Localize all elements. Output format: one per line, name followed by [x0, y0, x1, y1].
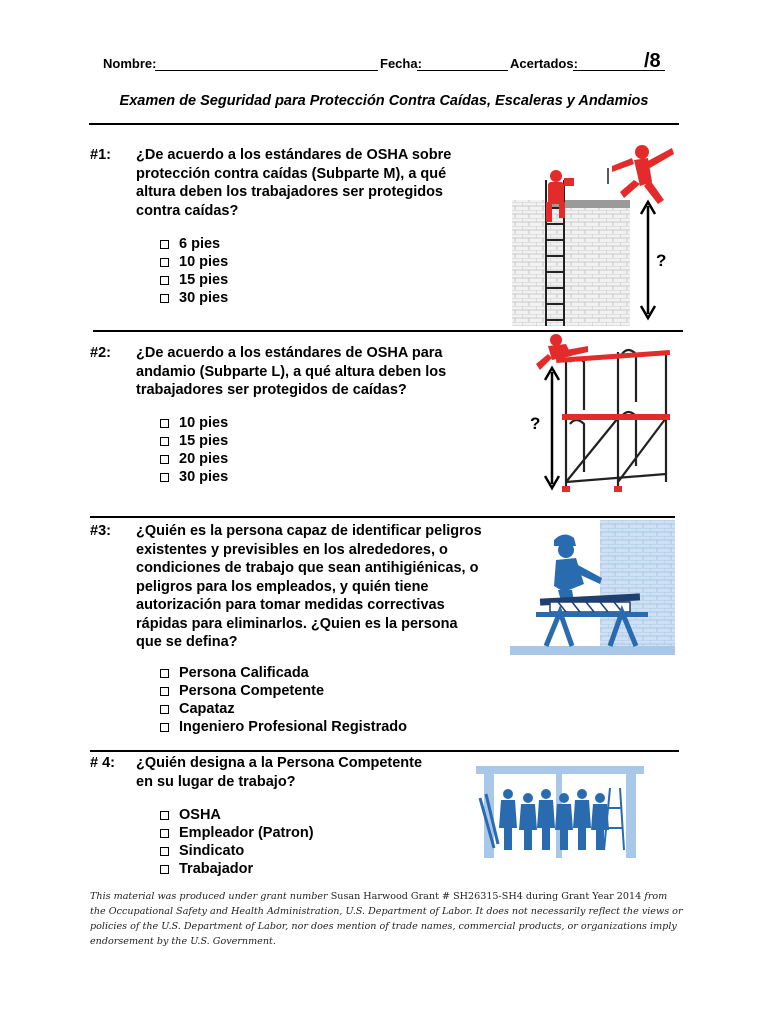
checkbox-icon[interactable]	[160, 847, 169, 856]
grant-disclaimer	[90, 889, 684, 949]
checkbox-icon[interactable]	[160, 455, 169, 464]
options-list	[160, 806, 314, 878]
figure-question-mark: ?	[530, 414, 541, 433]
checkbox-icon[interactable]	[160, 240, 169, 249]
checkbox-icon[interactable]	[160, 473, 169, 482]
option-item[interactable]	[160, 682, 407, 700]
option-label: 15 pies	[179, 272, 229, 288]
question-line: trabajadores ser protegidos de caídas?	[136, 382, 407, 398]
checkbox-icon[interactable]	[160, 276, 169, 285]
option-item[interactable]	[160, 235, 228, 253]
question-text	[136, 754, 466, 791]
name-label: Nombre:	[103, 56, 157, 71]
date-label: Fecha:	[380, 56, 422, 71]
options-list	[160, 235, 228, 307]
question-line: altura deben los trabajadores ser protegidos	[136, 184, 443, 200]
question-line: en su lugar de trabajo?	[136, 773, 296, 790]
question-line: contra caídas?	[136, 202, 239, 219]
option-label: Capataz	[179, 701, 235, 717]
fall-hazard-ladder-illustration	[508, 138, 678, 328]
option-label: 30 pies	[179, 469, 229, 485]
option-label: Empleador (Patron)	[179, 825, 314, 841]
checkbox-icon[interactable]	[160, 811, 169, 820]
option-label: 10 pies	[179, 254, 229, 270]
question-line: que se defina?	[136, 634, 238, 650]
checkbox-icon[interactable]	[160, 258, 169, 267]
question-line: ¿De acuerdo a los estándares de OSHA para	[136, 345, 443, 361]
options-list	[160, 664, 407, 736]
checkbox-icon[interactable]	[160, 294, 169, 303]
question-text	[136, 344, 496, 400]
question-line: ¿Quién designa a la Persona Competente	[136, 755, 423, 771]
option-label: 15 pies	[179, 433, 229, 449]
checkbox-icon[interactable]	[160, 669, 169, 678]
page-title: Examen de Seguridad para Protección Contra Caídas, Escaleras y Andamios	[119, 93, 649, 109]
option-item[interactable]	[160, 860, 314, 878]
scaffold-fall-illustration	[526, 332, 676, 497]
figure-question-mark: ?	[656, 251, 667, 270]
divider	[89, 123, 679, 125]
question-line: protección contra caídas (Subparte M), a qué	[136, 165, 447, 182]
checkbox-icon[interactable]	[160, 705, 169, 714]
option-item[interactable]	[160, 806, 314, 824]
score-total: /8	[644, 50, 661, 72]
option-item[interactable]	[160, 842, 314, 860]
question-number: #3:	[90, 523, 111, 539]
option-label: 30 pies	[179, 290, 229, 306]
option-item[interactable]	[160, 289, 228, 307]
question-line: existentes y previsibles en los alrededores, o	[136, 541, 448, 558]
question-line: andamio (Subparte L), a qué altura deben los	[136, 363, 447, 380]
checkbox-icon[interactable]	[160, 419, 169, 428]
question-line: ¿De acuerdo a los estándares de OSHA sobre	[136, 147, 452, 163]
question-line: ¿Quién es la persona capaz de identificar peligros	[136, 523, 482, 539]
worker-sawhorse-illustration	[510, 520, 675, 655]
option-label: 10 pies	[179, 415, 229, 431]
option-item[interactable]	[160, 718, 407, 736]
question-line: condiciones de trabajo que sean antihigiénicas, o	[136, 560, 479, 576]
question-text	[136, 522, 496, 652]
worker-group-illustration	[476, 758, 644, 858]
option-label: Trabajador	[179, 861, 254, 877]
option-label: Sindicato	[179, 843, 245, 859]
disclaimer-text: This material was produced under grant number	[90, 891, 331, 902]
option-label: Ingeniero Profesional Registrado	[179, 719, 408, 735]
disclaimer-text: from the Occupational Safety and Health Administration, U.S. Department of Labor. It does not necessarily reflect the views or policies of the U.S. Department of Labor, nor does mention of trade names, commercial products, or organizations imply endorsement by the U.S. Government.	[90, 891, 683, 947]
question-number: # 4:	[90, 755, 115, 771]
option-item[interactable]	[160, 253, 228, 271]
option-item[interactable]	[160, 700, 407, 718]
question-line: peligros para los empleados, y quién tiene	[136, 578, 429, 595]
checkbox-icon[interactable]	[160, 865, 169, 874]
option-label: Persona Calificada	[179, 665, 309, 681]
question-number: #2:	[90, 345, 111, 361]
name-field[interactable]	[155, 70, 378, 71]
option-item[interactable]	[160, 468, 228, 486]
grant-number: Susan Harwood Grant # SH26315-SH4 during Grant Year 2014	[330, 891, 642, 902]
option-item[interactable]	[160, 824, 314, 842]
option-label: Persona Competente	[179, 683, 325, 699]
question-text	[136, 146, 496, 220]
option-item[interactable]	[160, 271, 228, 289]
divider	[90, 516, 675, 518]
option-label: OSHA	[179, 807, 221, 823]
question-number: #1:	[90, 147, 111, 163]
question-line: rápidas para eliminarlos. ¿Quien es la persona	[136, 615, 458, 632]
checkbox-icon[interactable]	[160, 723, 169, 732]
date-field[interactable]	[417, 70, 508, 71]
checkbox-icon[interactable]	[160, 437, 169, 446]
correct-label: Acertados:	[510, 56, 578, 71]
option-item[interactable]	[160, 432, 228, 450]
option-item[interactable]	[160, 414, 228, 432]
question-line: autorización para tomar medidas correctivas	[136, 597, 445, 613]
option-item[interactable]	[160, 664, 407, 682]
checkbox-icon[interactable]	[160, 829, 169, 838]
option-item[interactable]	[160, 450, 228, 468]
divider	[90, 750, 679, 752]
option-label: 6 pies	[179, 236, 221, 252]
option-label: 20 pies	[179, 451, 229, 467]
options-list	[160, 414, 228, 486]
checkbox-icon[interactable]	[160, 687, 169, 696]
